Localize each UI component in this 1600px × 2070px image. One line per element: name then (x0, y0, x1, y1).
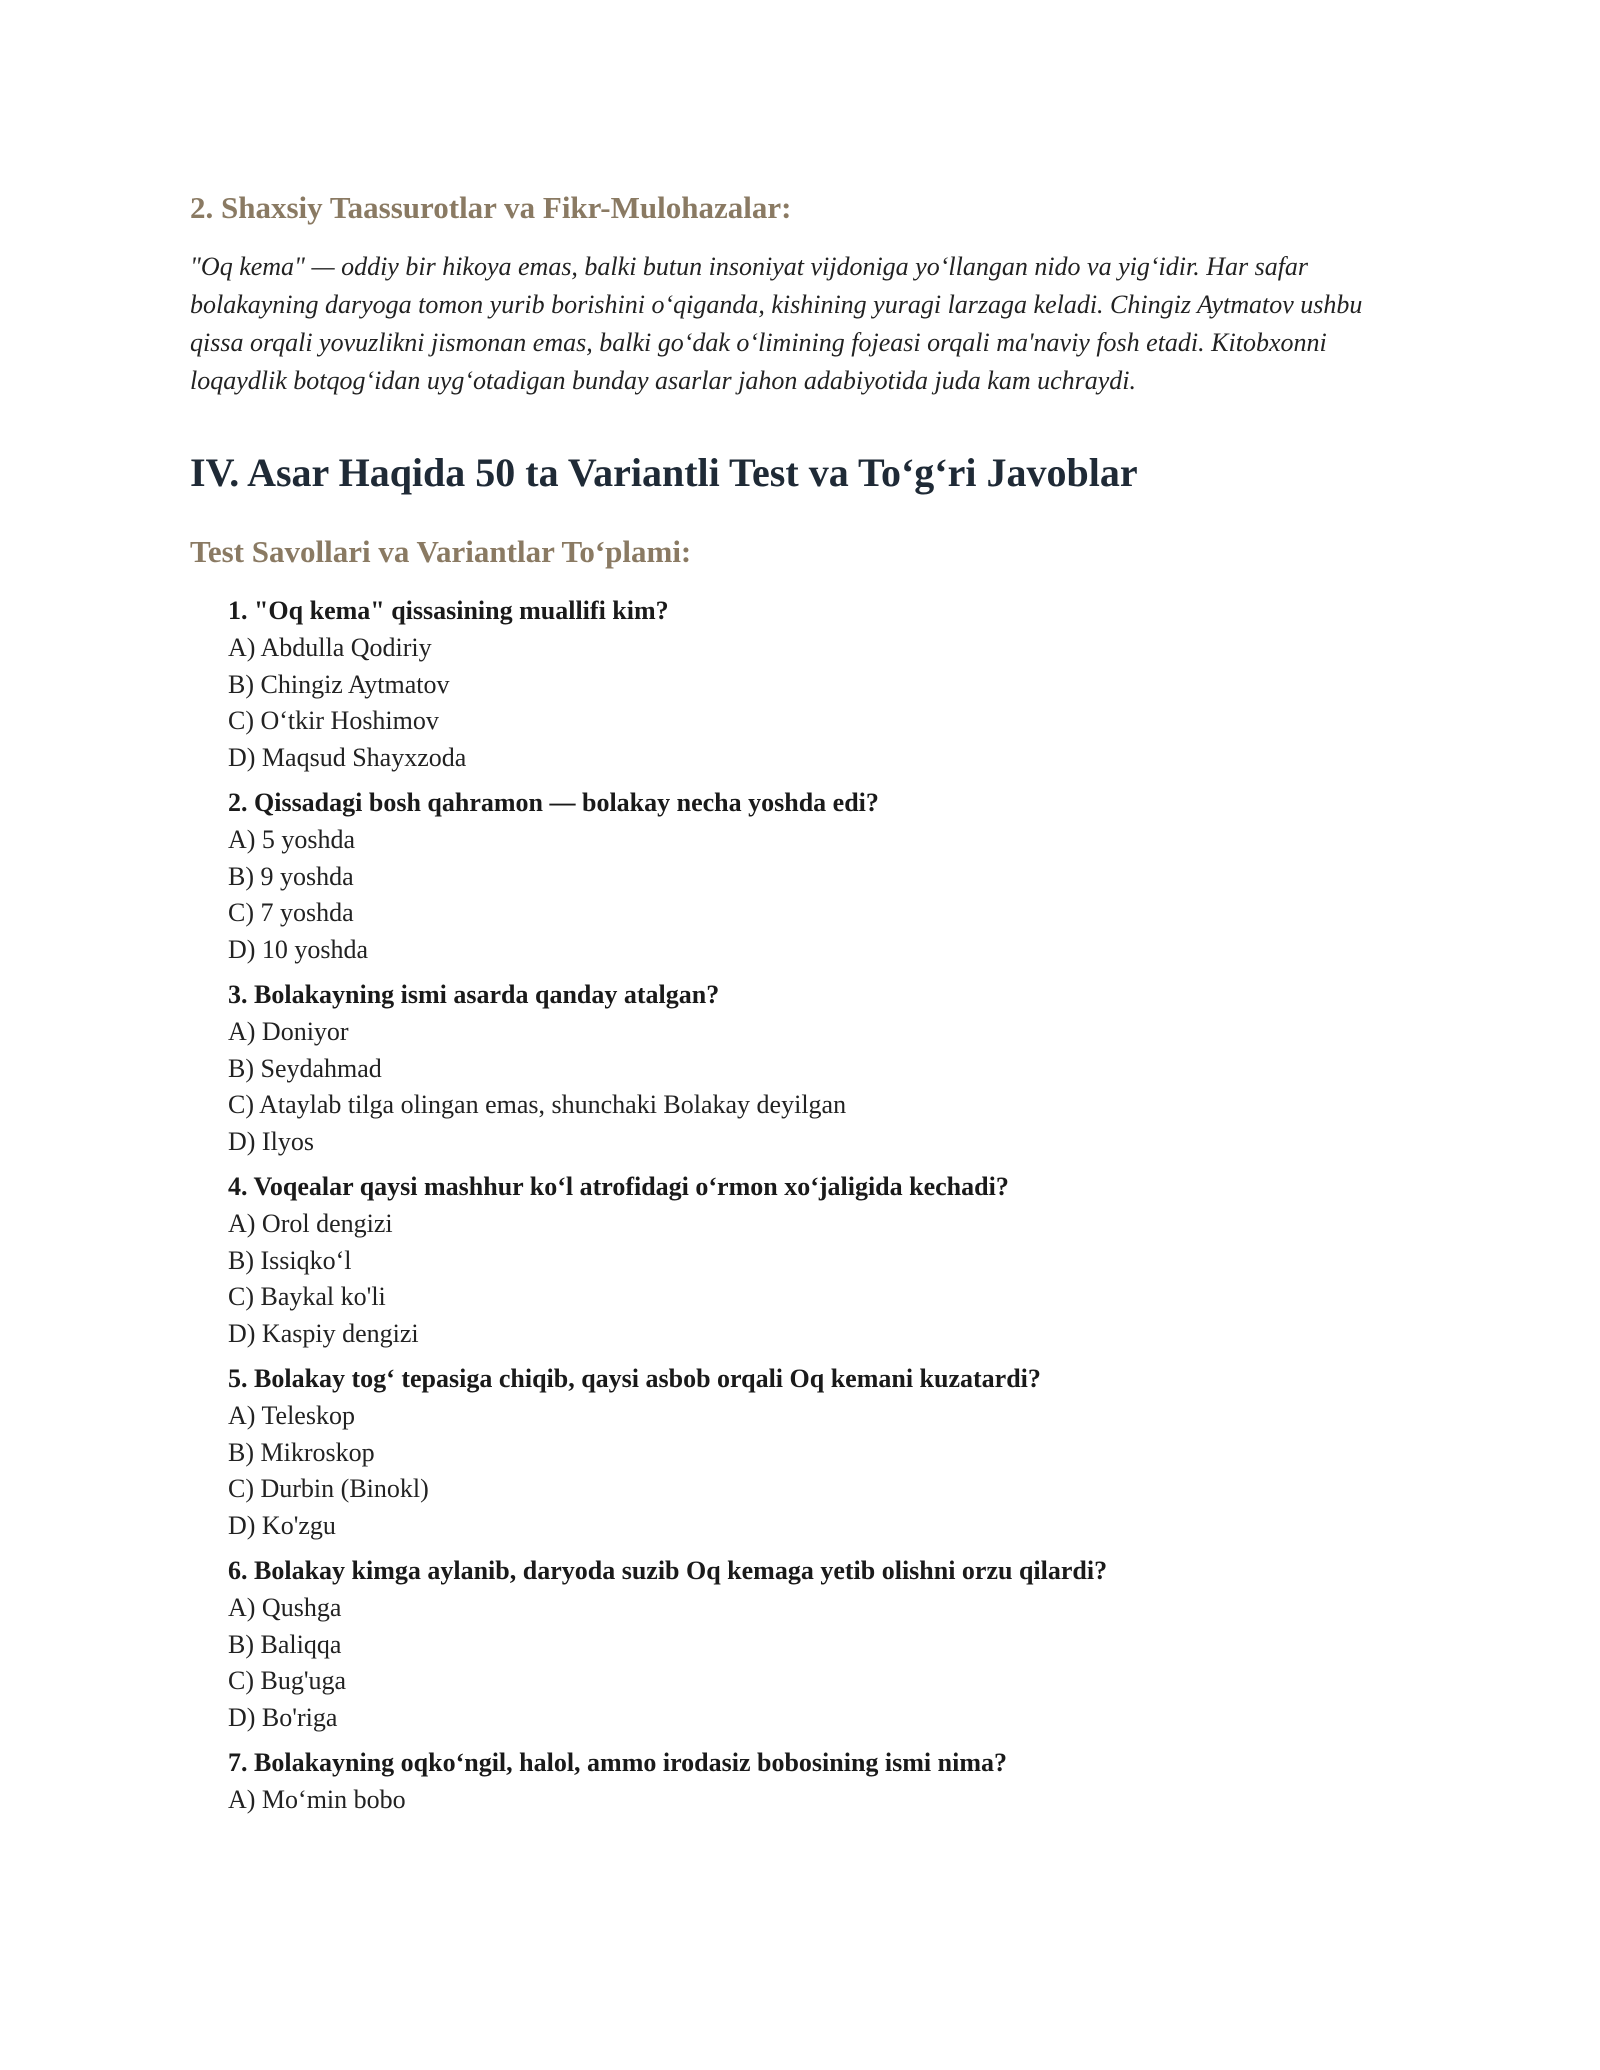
answer-option: C) 7 yoshda (228, 898, 354, 927)
answer-option: D) Bo'riga (228, 1702, 338, 1732)
answer-option: B) Seydahmad (228, 1053, 382, 1083)
question-text: 1. "Oq kema" qissasining muallifi kim? (228, 596, 669, 625)
question-item (228, 1744, 1390, 1819)
answer-option: D) Ko'zgu (228, 1510, 336, 1540)
answer-option: A) 5 yoshda (228, 825, 356, 854)
question-text: 6. Bolakay kimga aylanib, daryoda suzib Oq kemaga yetib olishni orzu qilardi? (228, 1556, 1108, 1585)
question-item (228, 1360, 1390, 1544)
question-text: 2. Qissadagi bosh qahramon — bolakay necha yoshda edi? (228, 788, 879, 817)
answer-option: C) Bug'uga (228, 1666, 347, 1695)
answer-option: A) Teleskop (228, 1401, 355, 1430)
answer-option: C) Ataylab tilga olingan emas, shunchaki Bolakay deyilgan (228, 1090, 847, 1119)
answer-option: D) Kaspiy dengizi (228, 1318, 419, 1348)
answer-option: C) Durbin (Binokl) (228, 1474, 429, 1503)
answer-option: C) O‘tkir Hoshimov (228, 706, 439, 735)
answer-option: A) Orol dengizi (228, 1209, 393, 1238)
section-heading-impressions: 2. Shaxsiy Taassurotlar va Fikr-Mulohazalar: (190, 190, 792, 225)
question-text: 4. Voqealar qaysi mashhur ko‘l atrofidagi o‘rmon xo‘jaligida kechadi? (228, 1172, 1009, 1201)
question-item (228, 1168, 1390, 1352)
answer-option: D) 10 yoshda (228, 934, 369, 964)
question-item (228, 1552, 1390, 1736)
answer-option: C) Baykal ko'li (228, 1282, 386, 1311)
question-item (228, 784, 1390, 968)
answer-option: A) Doniyor (228, 1017, 349, 1046)
question-text: 5. Bolakay tog‘ tepasiga chiqib, qaysi asbob orqali Oq kemani kuzatardi? (228, 1364, 1041, 1393)
impressions-paragraph: "Oq kema" — oddiy bir hikoya emas, balki butun insoniyat vijdoniga yo‘llangan nido va yig‘idir. Har safar bolakayning daryoga tomon yurib borishini o‘qiganda, kishining yuragi larzaga keladi. Chingiz Aytmatov ushbu qissa orqali yovuzlikni jismonan emas, balki go‘dak o‘limining fojeasi orqali ma'naviy fosh etadi. Kitobxonni loqaydlik botqog‘idan uyg‘otadigan bunday asarlar jahon adabiyotida juda kam uchraydi. (190, 252, 1363, 395)
answer-option: D) Ilyos (228, 1126, 314, 1156)
test-section-title: IV. Asar Haqida 50 ta Variantli Test va To‘g‘ri Javoblar (190, 450, 1138, 495)
answer-option: B) Mikroskop (228, 1437, 375, 1467)
test-collection-subheading: Test Savollari va Variantlar To‘plami: (190, 534, 692, 569)
question-list (190, 592, 1390, 1819)
answer-option: B) 9 yoshda (228, 861, 354, 891)
answer-option: D) Maqsud Shayxzoda (228, 742, 467, 772)
answer-option: B) Chingiz Aytmatov (228, 669, 450, 699)
answer-option: B) Issiqko‘l (228, 1245, 352, 1275)
question-item (228, 592, 1390, 776)
question-item (228, 976, 1390, 1160)
question-text: 7. Bolakayning oqko‘ngil, halol, ammo irodasiz bobosining ismi nima? (228, 1748, 1007, 1777)
question-text: 3. Bolakayning ismi asarda qanday atalgan? (228, 980, 720, 1009)
answer-option: A) Qushga (228, 1593, 342, 1622)
answer-option: A) Mo‘min bobo (228, 1785, 406, 1814)
answer-option: A) Abdulla Qodiriy (228, 633, 432, 662)
answer-option: B) Baliqqa (228, 1629, 342, 1659)
